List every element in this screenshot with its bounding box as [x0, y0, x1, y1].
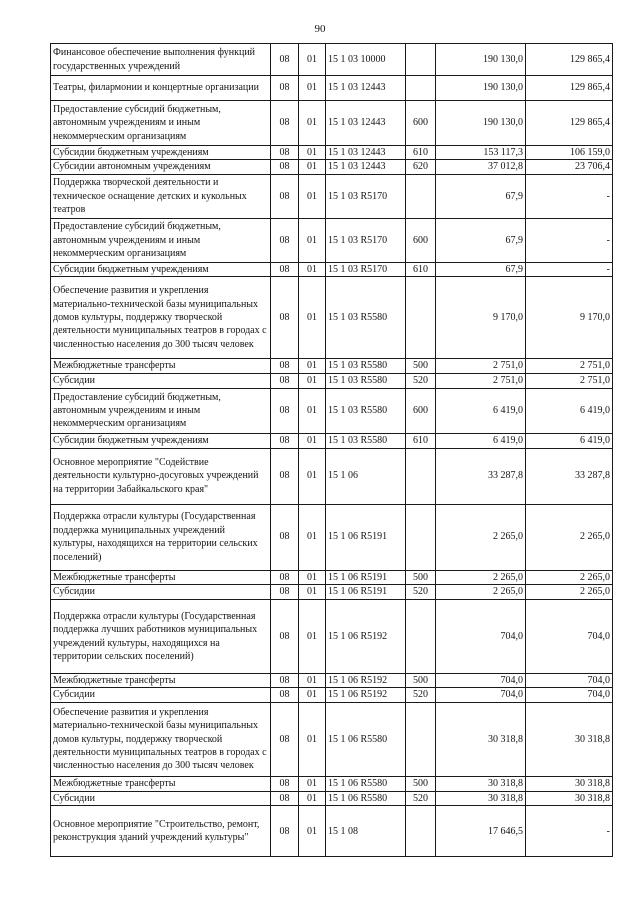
target-article-cell: 15 1 03 R5580 — [326, 277, 406, 359]
amount-1-cell: 153 117,3 — [436, 146, 526, 160]
section-code-cell: 08 — [271, 674, 299, 688]
table-row — [51, 277, 613, 359]
expense-type-cell: 500 — [406, 776, 436, 791]
amount-1-cell: 2 265,0 — [436, 504, 526, 570]
section-code-cell: 08 — [271, 262, 299, 276]
budget-table-body — [51, 44, 613, 857]
table-row — [51, 433, 613, 448]
subsection-code-cell: 01 — [299, 76, 326, 101]
amount-2-cell: 2 751,0 — [526, 373, 613, 388]
target-article-cell: 15 1 03 10000 — [326, 44, 406, 76]
page-number: 90 — [314, 23, 326, 35]
subsection-code-cell: 01 — [299, 373, 326, 388]
row-name-cell: Обеспечение развития и укрепления материально-технической базы муниципальных домов культуры, поддержку творческой деятельности муниципальных театров в городах с численностью населения до 300 тысяч человек — [51, 702, 271, 776]
target-article-cell: 15 1 03 R5580 — [326, 388, 406, 433]
amount-2-cell: 2 751,0 — [526, 359, 613, 373]
expense-type-cell: 600 — [406, 388, 436, 433]
amount-2-cell: 106 159,0 — [526, 146, 613, 160]
subsection-code-cell: 01 — [299, 570, 326, 584]
section-code-cell: 08 — [271, 359, 299, 373]
amount-1-cell: 6 419,0 — [436, 433, 526, 448]
amount-1-cell: 30 318,8 — [436, 791, 526, 805]
section-code-cell: 08 — [271, 160, 299, 174]
expense-type-cell — [406, 600, 436, 674]
section-code-cell: 08 — [271, 146, 299, 160]
target-article-cell: 15 1 03 12443 — [326, 160, 406, 174]
section-code-cell: 08 — [271, 585, 299, 600]
section-code-cell: 08 — [271, 570, 299, 584]
section-code-cell: 08 — [271, 448, 299, 504]
expense-type-cell: 520 — [406, 688, 436, 702]
row-name-cell: Основное мероприятие "Строительство, ремонт, реконструкция зданий учреждений культуры" — [51, 806, 271, 857]
table-row — [51, 702, 613, 776]
expense-type-cell — [406, 504, 436, 570]
target-article-cell: 15 1 03 R5580 — [326, 433, 406, 448]
row-name-cell: Театры, филармонии и концертные организации — [51, 76, 271, 101]
amount-2-cell: 6 419,0 — [526, 433, 613, 448]
amount-1-cell: 190 130,0 — [436, 101, 526, 146]
target-article-cell: 15 1 08 — [326, 806, 406, 857]
expense-type-cell: 520 — [406, 373, 436, 388]
amount-2-cell: - — [526, 174, 613, 218]
section-code-cell: 08 — [271, 101, 299, 146]
target-article-cell: 15 1 06 R5192 — [326, 674, 406, 688]
expense-type-cell: 500 — [406, 674, 436, 688]
amount-2-cell: 129 865,4 — [526, 101, 613, 146]
expense-type-cell: 610 — [406, 146, 436, 160]
subsection-code-cell: 01 — [299, 600, 326, 674]
table-row — [51, 160, 613, 174]
amount-1-cell: 2 265,0 — [436, 570, 526, 584]
subsection-code-cell: 01 — [299, 776, 326, 791]
section-code-cell: 08 — [271, 702, 299, 776]
row-name-cell: Межбюджетные трансферты — [51, 674, 271, 688]
amount-2-cell: 6 419,0 — [526, 388, 613, 433]
target-article-cell: 15 1 06 R5191 — [326, 570, 406, 584]
amount-2-cell: 2 265,0 — [526, 585, 613, 600]
subsection-code-cell: 01 — [299, 218, 326, 262]
row-name-cell: Предоставление субсидий бюджетным, автономным учреждениям и иным некоммерческим организациям — [51, 388, 271, 433]
row-name-cell: Поддержка творческой деятельности и техническое оснащение детских и кукольных театров — [51, 174, 271, 218]
target-article-cell: 15 1 03 R5170 — [326, 262, 406, 276]
row-name-cell: Межбюджетные трансферты — [51, 570, 271, 584]
section-code-cell: 08 — [271, 174, 299, 218]
table-row — [51, 504, 613, 570]
expense-type-cell: 620 — [406, 160, 436, 174]
amount-2-cell: - — [526, 262, 613, 276]
subsection-code-cell: 01 — [299, 791, 326, 805]
section-code-cell: 08 — [271, 791, 299, 805]
amount-1-cell: 30 318,8 — [436, 702, 526, 776]
target-article-cell: 15 1 06 R5192 — [326, 600, 406, 674]
section-code-cell: 08 — [271, 44, 299, 76]
amount-1-cell: 37 012,8 — [436, 160, 526, 174]
amount-2-cell: 2 265,0 — [526, 504, 613, 570]
amount-1-cell: 6 419,0 — [436, 388, 526, 433]
row-name-cell: Субсидии бюджетным учреждениям — [51, 262, 271, 276]
target-article-cell: 15 1 03 12443 — [326, 76, 406, 101]
expense-type-cell: 610 — [406, 262, 436, 276]
row-name-cell: Субсидии — [51, 373, 271, 388]
row-name-cell: Поддержка отрасли культуры (Государственная поддержка муниципальных учреждений культуры, находящихся на территории сельских поселений) — [51, 504, 271, 570]
amount-1-cell: 704,0 — [436, 688, 526, 702]
amount-2-cell: 704,0 — [526, 600, 613, 674]
amount-1-cell: 190 130,0 — [436, 44, 526, 76]
section-code-cell: 08 — [271, 688, 299, 702]
target-article-cell: 15 1 03 R5580 — [326, 373, 406, 388]
expense-type-cell: 500 — [406, 570, 436, 584]
amount-1-cell: 9 170,0 — [436, 277, 526, 359]
row-name-cell: Субсидии бюджетным учреждениям — [51, 433, 271, 448]
row-name-cell: Субсидии автономным учреждениям — [51, 160, 271, 174]
row-name-cell: Субсидии — [51, 688, 271, 702]
target-article-cell: 15 1 06 R5580 — [326, 791, 406, 805]
amount-2-cell: 704,0 — [526, 674, 613, 688]
section-code-cell: 08 — [271, 388, 299, 433]
amount-2-cell: 129 865,4 — [526, 44, 613, 76]
amount-2-cell: 30 318,8 — [526, 791, 613, 805]
table-row — [51, 76, 613, 101]
amount-2-cell: - — [526, 806, 613, 857]
row-name-cell: Финансовое обеспечение выполнения функций государственных учреждений — [51, 44, 271, 76]
table-row — [51, 218, 613, 262]
amount-2-cell: 129 865,4 — [526, 76, 613, 101]
amount-2-cell: 9 170,0 — [526, 277, 613, 359]
table-row — [51, 448, 613, 504]
subsection-code-cell: 01 — [299, 262, 326, 276]
amount-2-cell: 30 318,8 — [526, 702, 613, 776]
expense-type-cell: 600 — [406, 218, 436, 262]
subsection-code-cell: 01 — [299, 674, 326, 688]
subsection-code-cell: 01 — [299, 688, 326, 702]
budget-table — [50, 43, 613, 857]
amount-1-cell: 67,9 — [436, 218, 526, 262]
table-row — [51, 776, 613, 791]
target-article-cell: 15 1 06 R5580 — [326, 776, 406, 791]
section-code-cell: 08 — [271, 433, 299, 448]
amount-1-cell: 190 130,0 — [436, 76, 526, 101]
amount-2-cell: 2 265,0 — [526, 570, 613, 584]
expense-type-cell — [406, 277, 436, 359]
expense-type-cell — [406, 76, 436, 101]
amount-1-cell: 704,0 — [436, 674, 526, 688]
subsection-code-cell: 01 — [299, 448, 326, 504]
row-name-cell: Предоставление субсидий бюджетным, автономным учреждениям и иным некоммерческим организациям — [51, 218, 271, 262]
target-article-cell: 15 1 06 R5192 — [326, 688, 406, 702]
row-name-cell: Субсидии бюджетным учреждениям — [51, 146, 271, 160]
row-name-cell: Обеспечение развития и укрепления материально-технической базы муниципальных домов культуры, поддержку творческой деятельности муниципальных театров в городах с численностью населения до 300 тысяч человек — [51, 277, 271, 359]
table-row — [51, 174, 613, 218]
table-row — [51, 570, 613, 584]
table-row — [51, 262, 613, 276]
subsection-code-cell: 01 — [299, 388, 326, 433]
section-code-cell: 08 — [271, 76, 299, 101]
table-row — [51, 585, 613, 600]
section-code-cell: 08 — [271, 504, 299, 570]
amount-1-cell: 2 751,0 — [436, 359, 526, 373]
row-name-cell: Субсидии — [51, 791, 271, 805]
subsection-code-cell: 01 — [299, 101, 326, 146]
subsection-code-cell: 01 — [299, 359, 326, 373]
target-article-cell: 15 1 06 R5580 — [326, 702, 406, 776]
section-code-cell: 08 — [271, 277, 299, 359]
subsection-code-cell: 01 — [299, 806, 326, 857]
table-row — [51, 388, 613, 433]
table-row — [51, 44, 613, 76]
row-name-cell: Субсидии — [51, 585, 271, 600]
expense-type-cell: 500 — [406, 359, 436, 373]
amount-2-cell: 33 287,8 — [526, 448, 613, 504]
expense-type-cell: 520 — [406, 585, 436, 600]
expense-type-cell: 600 — [406, 101, 436, 146]
table-row — [51, 359, 613, 373]
subsection-code-cell: 01 — [299, 702, 326, 776]
row-name-cell: Межбюджетные трансферты — [51, 359, 271, 373]
subsection-code-cell: 01 — [299, 160, 326, 174]
section-code-cell: 08 — [271, 600, 299, 674]
row-name-cell: Предоставление субсидий бюджетным, автономным учреждениям и иным некоммерческим организациям — [51, 101, 271, 146]
target-article-cell: 15 1 03 12443 — [326, 101, 406, 146]
target-article-cell: 15 1 03 R5170 — [326, 174, 406, 218]
table-row — [51, 688, 613, 702]
subsection-code-cell: 01 — [299, 174, 326, 218]
table-row — [51, 674, 613, 688]
table-row — [51, 806, 613, 857]
expense-type-cell — [406, 44, 436, 76]
table-row — [51, 101, 613, 146]
expense-type-cell: 520 — [406, 791, 436, 805]
amount-1-cell: 2 751,0 — [436, 373, 526, 388]
amount-1-cell: 2 265,0 — [436, 585, 526, 600]
amount-2-cell: 23 706,4 — [526, 160, 613, 174]
amount-2-cell: - — [526, 218, 613, 262]
target-article-cell: 15 1 03 R5170 — [326, 218, 406, 262]
subsection-code-cell: 01 — [299, 277, 326, 359]
amount-1-cell: 33 287,8 — [436, 448, 526, 504]
section-code-cell: 08 — [271, 806, 299, 857]
expense-type-cell — [406, 174, 436, 218]
section-code-cell: 08 — [271, 776, 299, 791]
table-row — [51, 373, 613, 388]
subsection-code-cell: 01 — [299, 44, 326, 76]
table-row — [51, 146, 613, 160]
amount-2-cell: 30 318,8 — [526, 776, 613, 791]
amount-1-cell: 67,9 — [436, 262, 526, 276]
section-code-cell: 08 — [271, 218, 299, 262]
amount-1-cell: 30 318,8 — [436, 776, 526, 791]
expense-type-cell — [406, 702, 436, 776]
expense-type-cell: 610 — [406, 433, 436, 448]
target-article-cell: 15 1 06 R5191 — [326, 585, 406, 600]
amount-1-cell: 17 646,5 — [436, 806, 526, 857]
row-name-cell: Межбюджетные трансферты — [51, 776, 271, 791]
target-article-cell: 15 1 06 R5191 — [326, 504, 406, 570]
table-row — [51, 791, 613, 805]
target-article-cell: 15 1 03 12443 — [326, 146, 406, 160]
table-row — [51, 600, 613, 674]
amount-1-cell: 704,0 — [436, 600, 526, 674]
subsection-code-cell: 01 — [299, 504, 326, 570]
subsection-code-cell: 01 — [299, 433, 326, 448]
expense-type-cell — [406, 448, 436, 504]
expense-type-cell — [406, 806, 436, 857]
amount-2-cell: 704,0 — [526, 688, 613, 702]
target-article-cell: 15 1 03 R5580 — [326, 359, 406, 373]
section-code-cell: 08 — [271, 373, 299, 388]
row-name-cell: Поддержка отрасли культуры (Государственная поддержка лучших работников муниципальных учреждений культуры, находящихся на территории сельских поселений) — [51, 600, 271, 674]
row-name-cell: Основное мероприятие "Содействие деятельности культурно-досуговых учреждений на территории Забайкальского края" — [51, 448, 271, 504]
amount-1-cell: 67,9 — [436, 174, 526, 218]
subsection-code-cell: 01 — [299, 146, 326, 160]
target-article-cell: 15 1 06 — [326, 448, 406, 504]
subsection-code-cell: 01 — [299, 585, 326, 600]
